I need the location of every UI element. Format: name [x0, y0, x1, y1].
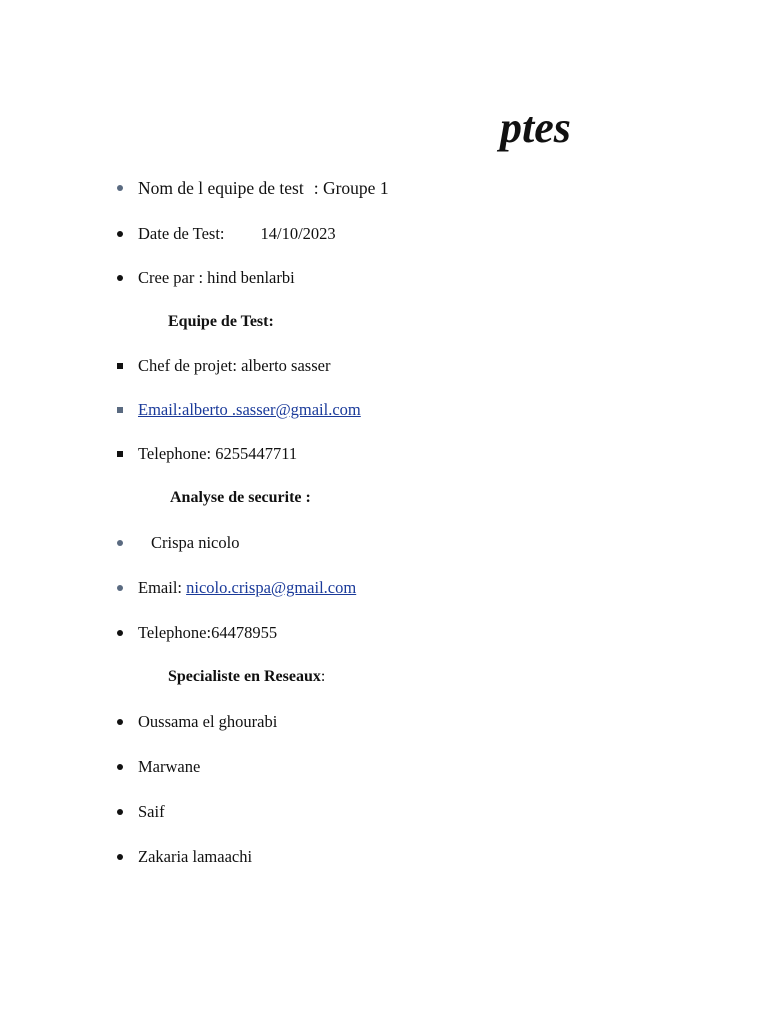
bullet-icon [114, 710, 126, 734]
chef-telephone-text: Telephone: 6255447711 [138, 444, 298, 463]
bullet-icon [114, 800, 126, 824]
team-name-label: Nom de l equipe de test [138, 178, 304, 198]
team-name-value: : Groupe 1 [313, 178, 389, 198]
bullet-icon [114, 222, 126, 246]
member-name: Marwane [138, 757, 201, 776]
chef-email-link[interactable]: Email:alberto .sasser@gmail.com [138, 400, 361, 419]
square-bullet-icon [114, 354, 126, 378]
test-date-value: 14/10/2023 [260, 224, 336, 243]
bullet-icon [114, 755, 126, 779]
securite-name-text: Crispa nicolo [151, 533, 240, 552]
member-name: Saif [138, 802, 165, 821]
chef-projet-text: Chef de projet: alberto sasser [138, 356, 331, 375]
securite-heading: Analyse de securite : [170, 489, 311, 506]
created-by-text: Cree par : hind benlarbi [138, 268, 295, 287]
securite-telephone-text: Telephone:64478955 [138, 623, 278, 642]
equipe-heading: Equipe de Test: [168, 313, 274, 330]
square-bullet-icon [114, 442, 126, 466]
bullet-icon [114, 176, 126, 200]
bullet-icon [114, 266, 126, 290]
square-bullet-icon [114, 398, 126, 422]
securite-email-label: Email: [138, 578, 187, 597]
bullet-icon [114, 621, 126, 645]
reseaux-heading-colon: : [320, 668, 326, 685]
bullet-icon [114, 576, 126, 600]
test-date-label: Date de Test: [138, 224, 225, 243]
bullet-icon [114, 845, 126, 869]
securite-email-link[interactable]: nicolo.crispa@gmail.com [186, 578, 357, 597]
member-name: Zakaria lamaachi [138, 847, 253, 866]
bullet-icon [114, 531, 126, 555]
member-name: Oussama el ghourabi [138, 712, 278, 731]
reseaux-heading: Specialiste en Reseaux [168, 668, 321, 685]
page-title: ptes [500, 103, 571, 152]
